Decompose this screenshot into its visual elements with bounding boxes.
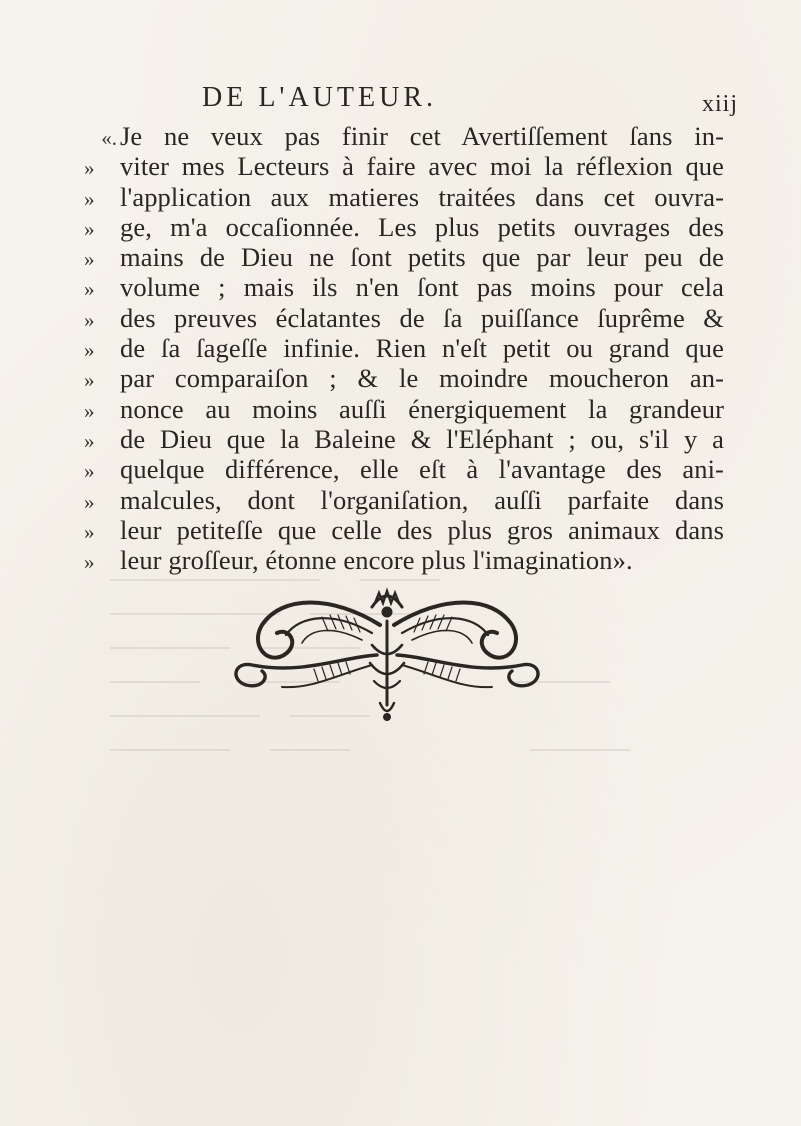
text-line xyxy=(84,424,724,454)
quote-mark: » xyxy=(84,216,95,241)
text-line xyxy=(84,394,724,424)
line-text: l'application aux matieres traitées dans cet ouvra- xyxy=(120,181,724,212)
text-line xyxy=(84,363,724,393)
line-text: Je ne veux pas finir cet Avertiſſement ſans in- xyxy=(120,121,724,151)
line-text: mains de Dieu ne ſont petits que par leur peu de xyxy=(120,242,724,273)
text-line xyxy=(84,303,724,333)
line-text: leur groſſeur, étonne encore plus l'imagination». xyxy=(120,545,633,576)
line-text: volume ; mais ils n'en ſont pas moins pour cela xyxy=(120,272,724,303)
body-paragraph xyxy=(84,121,724,575)
line-text: leur petiteſſe que celle des plus gros animaux dans xyxy=(120,514,724,545)
quote-mark: » xyxy=(84,519,95,544)
line-text: malcules, dont l'organiſation, auſſi parfaite dans xyxy=(120,484,724,515)
line-text: de Dieu que la Baleine & l'Eléphant ; ou, s'il y a xyxy=(120,423,724,454)
quote-mark: «. xyxy=(101,126,117,150)
quote-mark: » xyxy=(84,489,95,514)
quote-mark: » xyxy=(84,156,95,181)
fleuron-ornament-icon xyxy=(222,585,552,725)
quote-mark: » xyxy=(84,247,95,272)
text-line xyxy=(84,454,724,484)
quote-mark: » xyxy=(84,338,95,363)
quote-mark: » xyxy=(84,307,95,332)
text-line xyxy=(84,182,724,212)
quote-mark: » xyxy=(84,398,95,423)
quote-mark: » xyxy=(84,277,95,302)
running-header xyxy=(0,82,801,122)
quote-mark: » xyxy=(84,459,95,484)
line-text: des preuves éclatantes de ſa puiſſance ſuprême & xyxy=(120,302,724,333)
line-text: par comparaiſon ; & le moindre moucheron an- xyxy=(120,363,724,394)
quote-mark: » xyxy=(84,428,95,453)
text-line xyxy=(84,212,724,242)
text-line xyxy=(84,333,724,363)
text-line xyxy=(84,151,724,181)
page-number: xiij xyxy=(702,91,739,117)
text-line xyxy=(84,272,724,302)
line-text: de ſa ſageſſe infinie. Rien n'eſt petit ou grand que xyxy=(120,333,724,364)
text-line xyxy=(84,121,724,151)
quote-mark: » xyxy=(84,550,95,575)
text-line xyxy=(84,515,724,545)
line-text: nonce au moins auſſi énergiquement la grandeur xyxy=(120,393,724,424)
quote-mark: » xyxy=(84,368,95,393)
quote-mark: » xyxy=(84,186,95,211)
line-text: viter mes Lecteurs à faire avec moi la réflexion que xyxy=(120,151,724,182)
header-title: DE L'AUTEUR. xyxy=(202,82,438,113)
line-text: ge, m'a occaſionnée. Les plus petits ouvrages des xyxy=(120,211,724,242)
text-line xyxy=(84,242,724,272)
line-text: quelque différence, elle eſt à l'avantage des ani- xyxy=(120,454,724,485)
text-line xyxy=(84,485,724,515)
